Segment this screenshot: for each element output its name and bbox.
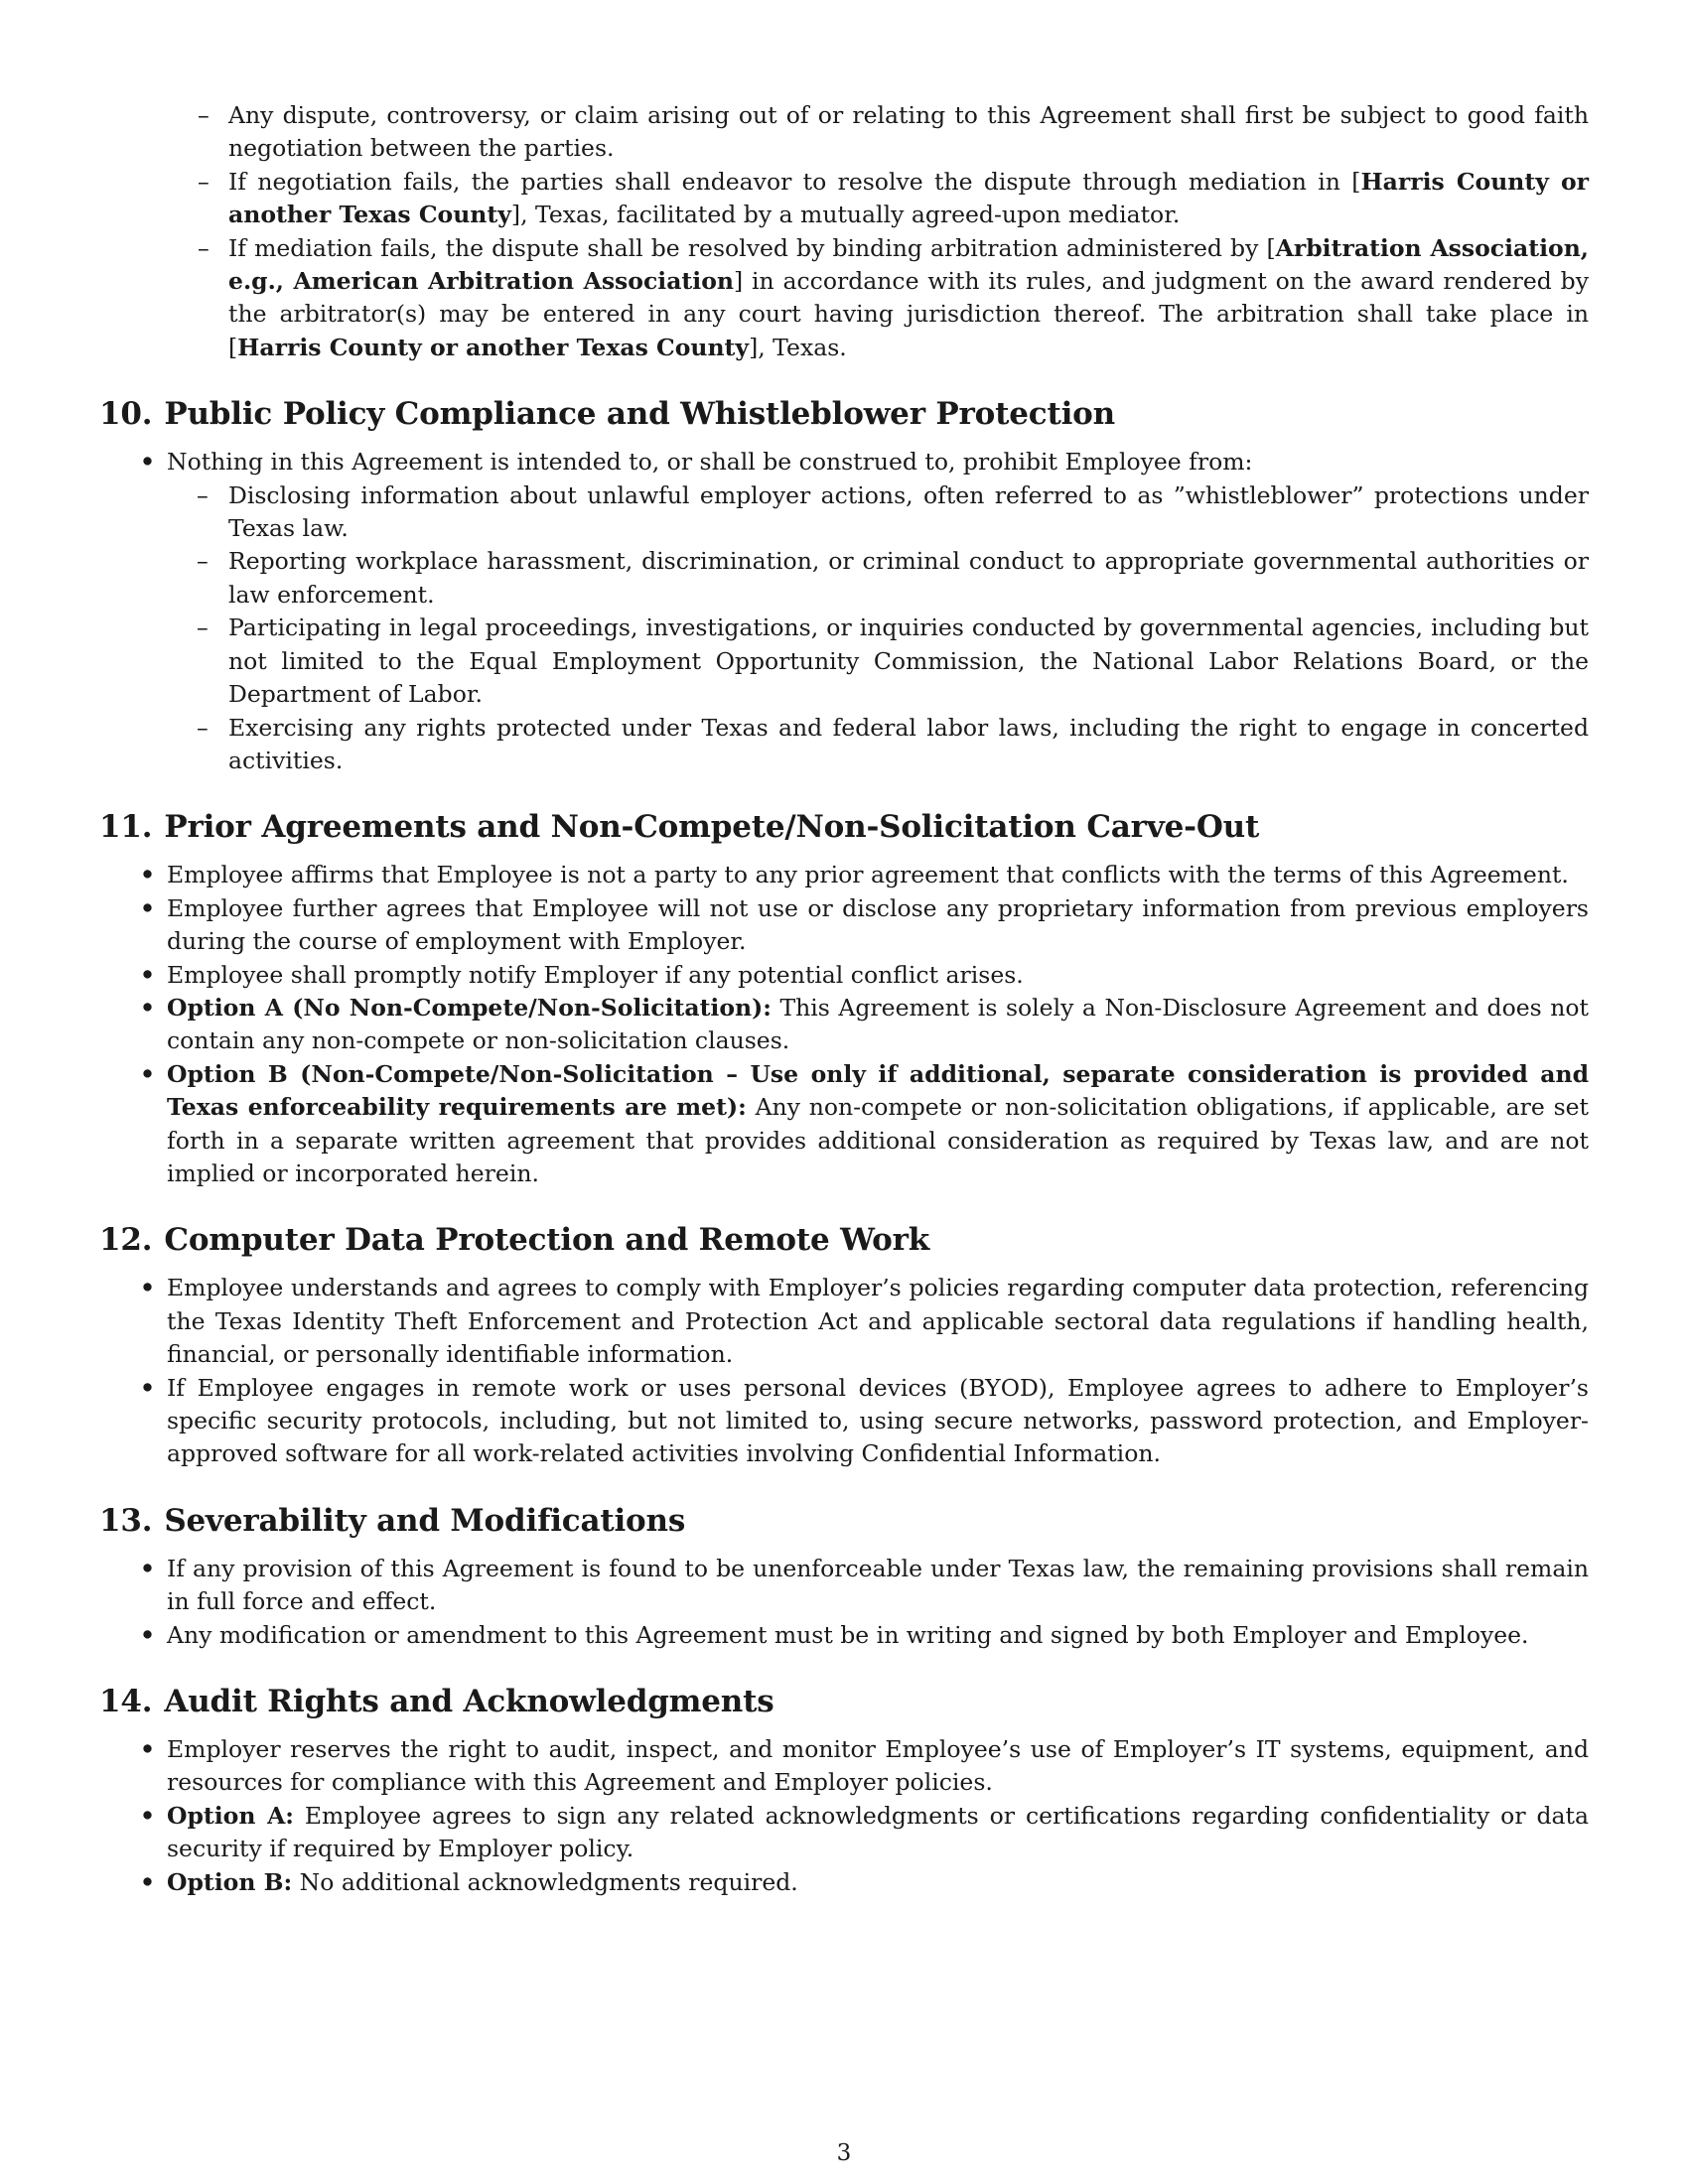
list-item: • Option A (No Non-Compete/Non-Solicitation): This Agreement is solely a Non-Disclosure Agreement and does not contain any non-compete or non-solicitation clauses. xyxy=(140,993,1589,1055)
section-10-list xyxy=(99,446,1589,777)
option-label: Option B (Non-Compete/Non-Solicitation – Use only if additional, separate consideration is provided and Texas enforceability requirements are met): xyxy=(167,1059,1589,1122)
section-heading-10: 10. Public Policy Compliance and Whistleblower Protection xyxy=(99,396,1115,433)
list-item: • Nothing in this Agreement is intended to, or shall be construed to, prohibit Employee from: – Disclosing information about unlawful employer actions, often referred to as ”whistleblower” protections under Texas law. – Reporting workplace harassment, discrimination, or criminal conduct to appropriate governmental authorities or law enforcement. – Participating in legal proceedings, investigations, or inquiries conducted by governmental agencies, including but not limited to the Equal Employment Opportunity Commission, the National Labor Relations Board, or the Department of Labor. – Exercising any rights protected under Texas and federal labor laws, including the right to engage in concerted activities. xyxy=(99,446,1589,777)
list-item: • Option A: Employee agrees to sign any related acknowledgments or certifications regarding confidentiality or data security if required by Employer policy. xyxy=(140,1801,1589,1863)
list-item: • Option B: No additional acknowledgments required. xyxy=(140,1867,798,1896)
list-item: – Reporting workplace harassment, discrimination, or criminal conduct to appropriate governmental authorities or law enforcement. xyxy=(197,547,1589,609)
dash-marker: – xyxy=(198,101,210,129)
list-item: • Any modification or amendment to this Agreement must be in writing and signed by both Employer and Employee. xyxy=(140,1620,1529,1649)
list-item: – If negotiation fails, the parties shall endeavor to resolve the dispute through mediation in [Harris County or another Texas County], Texas, facilitated by a mutually agreed-upon mediator. xyxy=(198,167,1590,229)
bold-placeholder: Arbitration Association, e.g., American Arbitration Association xyxy=(228,233,1589,296)
list-item: • Option B (Non-Compete/Non-Solicitation – Use only if additional, separate consideration is provided and Texas enforceability requirements are met): Any non-compete or non-solicitation obligations, if applicable, are set forth in a separate written agreement that provides additional consideration as required by Texas law, and are not implied or incorporated herein. xyxy=(140,1059,1589,1187)
dispute-resolution-list xyxy=(99,99,1589,364)
option-label: Option B: xyxy=(167,1867,293,1896)
section-13-list xyxy=(99,1553,1589,1652)
section-heading-13: 13. Severability and Modifications xyxy=(99,1502,686,1539)
list-item: – Exercising any rights protected under Texas and federal labor laws, including the right to engage in concerted activities. xyxy=(197,713,1589,774)
list-item: – Any dispute, controversy, or claim arising out of or relating to this Agreement shall first be subject to good faith negotiation between the parties. xyxy=(198,101,1589,163)
section-12-list xyxy=(99,1272,1589,1470)
section-heading-14: 14. Audit Rights and Acknowledgments xyxy=(99,1684,774,1720)
list-item: – If mediation fails, the dispute shall be resolved by binding arbitration administered by [Arbitration Association, e.g., American Arbitration Association] in accordance with its rules, and judgment on the award rendered by the arbitrator(s) may be entered in any court having jurisdiction thereof. The arbitration shall take place in [Harris County or another Texas County], Texas. xyxy=(198,233,1589,361)
dash-marker: – xyxy=(198,233,210,262)
document-page xyxy=(99,99,1589,1899)
list-item: – Participating in legal proceedings, investigations, or inquiries conducted by governmental agencies, including but not limited to the Equal Employment Opportunity Commission, the National Labor Relations Board, or the Department of Labor. xyxy=(197,614,1589,709)
list-item: – Disclosing information about unlawful employer actions, often referred to as ”whistleblower” protections under Texas law. xyxy=(197,480,1589,543)
dash-marker: – xyxy=(198,167,210,196)
bold-placeholder: Harris County or another Texas County xyxy=(228,167,1590,229)
list-item: • Employee shall promptly notify Employer if any potential conflict arises. xyxy=(140,960,1024,989)
option-label: Option A: xyxy=(167,1801,294,1830)
option-label: Option A (No Non-Compete/Non-Solicitation): xyxy=(167,993,772,1022)
list-item: • If Employee engages in remote work or uses personal devices (BYOD), Employee agrees to adhere to Employer’s specific security protocols, including, but not limited to, using secure networks, password protection, and Employer-approved software for all work-related activities involving Confidential Information. xyxy=(140,1373,1589,1468)
section-14-list xyxy=(99,1733,1589,1899)
bullet-marker: • xyxy=(140,448,156,477)
bold-placeholder: Harris County or another Texas County xyxy=(237,333,750,361)
list-item: • If any provision of this Agreement is found to be unenforceable under Texas law, the remaining provisions shall remain in full force and effect. xyxy=(140,1554,1589,1616)
page-number: 3 xyxy=(836,2140,852,2166)
section-heading-11: 11. Prior Agreements and Non-Compete/Non-Solicitation Carve-Out xyxy=(99,809,1260,846)
whistleblower-sub-list xyxy=(167,479,1589,778)
list-item: • Employee understands and agrees to comply with Employer’s policies regarding computer data protection, referencing the Texas Identity Theft Enforcement and Protection Act and applicable sectoral data regulations if handling health, financial, or personally identifiable information. xyxy=(140,1274,1589,1369)
section-heading-12: 12. Computer Data Protection and Remote Work xyxy=(99,1222,930,1259)
list-item: • Employer reserves the right to audit, inspect, and monitor Employee’s use of Employer’s IT systems, equipment, and resources for compliance with this Agreement and Employer policies. xyxy=(140,1735,1589,1797)
list-item: • Employee further agrees that Employee will not use or disclose any proprietary information from previous employers during the course of employment with Employer. xyxy=(140,893,1589,956)
list-item: • Employee affirms that Employee is not a party to any prior agreement that conflicts with the terms of this Agreement. xyxy=(140,861,1569,889)
section-11-list xyxy=(99,859,1589,1190)
